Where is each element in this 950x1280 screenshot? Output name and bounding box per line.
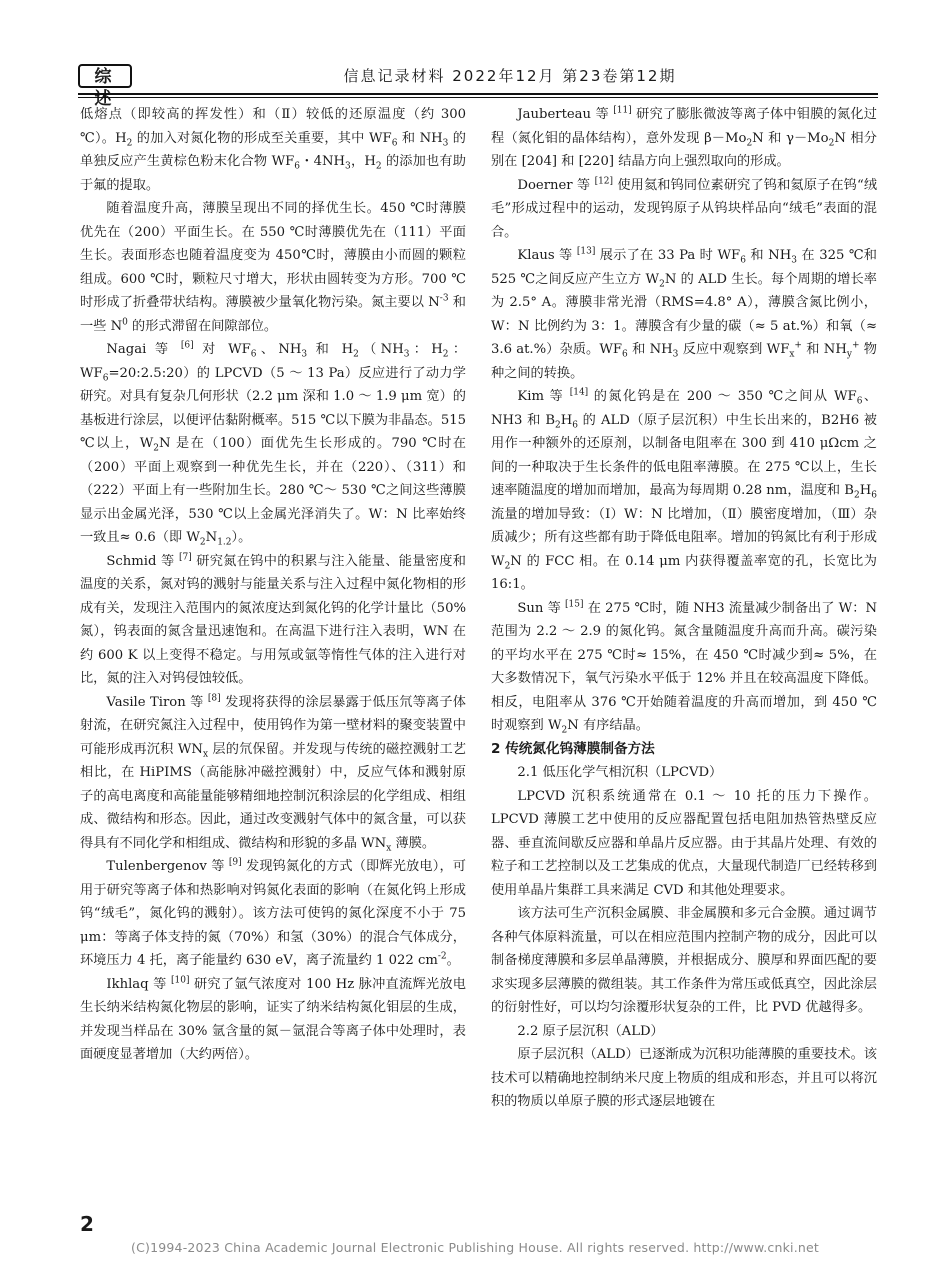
right-heading: 2.2 原子层沉积（ALD）	[517, 1023, 664, 1039]
right-paragraph: Kim 等 [14] 的氮化钨是在 200 ～ 350 ℃之间从 $WF_6$、NH3 和 $B_2H_6$ 的 ALD（原子层沉积）中生长出来的，B2H6 被用作一种额外的还原剂，以制备电阻率在 300 到 410 μΩcm 之间的一种取决于生长条件的低电阻率薄膜。在 275 ℃以上，生长速率随温度的增加而增加，最高为每周期 0.28 nm，温度和 $B_2H_6$ 流量的增加导致：（Ⅰ）W：N 比增加，（Ⅱ）膜密度增加，（Ⅲ）杂质减少；所有这些都有助于降低电阻率。增加的钨氮比有利于形成 $W_2N$ 的 FCC 相。在 0.14 μm 内获得覆盖率宽的孔，长宽比为 16:1。	[491, 387, 878, 592]
section-tag: 综 述	[78, 64, 132, 88]
right-paragraph: Jauberteau 等 [11] 研究了膨胀微波等离子体中钼膜的氮化过程（氮化钼的晶体结构），意外发现 $\beta-Mo_2N$ 和 $\gamma-Mo_2N$ 相分别在 [204] 和 [220] 结晶方向上强烈取向的形成。	[491, 105, 877, 169]
left-column	[80, 103, 466, 1067]
left-paragraph: Ikhlaq 等 [10] 研究了氩气浓度对 100 Hz 脉冲直流辉光放电生长纳米结构氮化物层的影响，证实了纳米结构氮化钼层的生成，并发现当样品在 30% 氩含量的氮－氩混合等离子体中处理时，表面硬度显著增加（大约两倍）。	[80, 975, 466, 1062]
running-header	[78, 64, 878, 109]
left-paragraph: Tulenbergenov 等 [9] 发现钨氮化的方式（即辉光放电），可用于研究等离子体和热影响对钨氮化表面的影响（在氮化钨上形成钨“绒毛”，氮化钨的溅射）。该方法可使钨的氮化深度不小于 75 μm：等离子体支持的氮（70%）和氢（30%）的混合气体成分，环境压力 4 托，离子能量约 630 eV，离子流量约 1 022 $cm^{-2}$。	[80, 857, 466, 968]
page-number: 2	[80, 1212, 94, 1236]
right-heading: 2 传统氮化钨薄膜制备方法	[491, 740, 655, 757]
right-paragraph: 该方法可生产沉积金属膜、非金属膜和多元合金膜。通过调节各种气体原料流量，可以在相应范围内控制产物的成分，因此可以制备梯度薄膜和多层单晶薄膜，并根据成分、膜厚和界面匹配的要求实现多层薄膜的微组装。其工作条件为常压或低真空，因此涂层的衍射性好，可以均匀涂覆形状复杂的工件，比 PVD 优越得多。	[491, 906, 877, 1015]
right-paragraph: Doerner 等 [12] 使用氦和钨同位素研究了钨和氦原子在钨“绒毛”形成过程中的运动，发现钨原子从钨块样品向“绒毛”表面的混合。	[491, 176, 878, 240]
copyright-footer: (C)1994-2023 China Academic Journal Electronic Publishing House. All rights reserved. http://www.cnki.net	[131, 1240, 819, 1255]
header-rule-thin	[78, 97, 878, 98]
left-paragraph: Vasile Tiron 等 [8] 发现将获得的涂层暴露于低压氘等离子体射流，在研究氮注入过程中，使用钨作为第一壁材料的聚变装置中可能形成再沉积 $WN_x$ 层的氘保留。并发现与传统的磁控溅射工艺相比，在 HiPIMS（高能脉冲磁控溅射）中，反应气体和溅射原子的高电离度和高能量能够精细地控制沉积涂层的化学组成、相组成、微结构和形态。因此，通过改变溅射气体中的氮含量，可以获得具有不同化学和相组成、微结构和形貌的多晶 $WN_x$ 薄膜。	[80, 693, 466, 854]
right-heading: 2.1 低压化学气相沉积（LPCVD）	[517, 765, 723, 780]
header-rule-thick	[78, 93, 878, 95]
left-paragraph: 低熔点（即较高的挥发性）和（Ⅱ）较低的还原温度（约 300 ℃）。$H_2$ 的加入对氮化物的形成至关重要，其中 $WF_6$ 和 $NH_3$ 的单独反应产生黄棕色粉末化合物 $WF_6$・$4NH_3$，$H_2$ 的添加也有助于氟的提取。	[80, 107, 466, 193]
right-paragraph: LPCVD 沉积系统通常在 0.1 ～ 10 托的压力下操作。LPCVD 薄膜工艺中使用的反应器配置包括电阻加热管热壁反应器、垂直流间歇反应器和单晶片反应器。由于其晶片处理、有效的粒子和工艺控制以及工艺集成的优点，大量现代制造厂已经转移到使用单晶片集群工具来满足 CVD 和其他处理要求。	[491, 788, 877, 898]
right-column	[491, 103, 877, 1114]
left-paragraph: 随着温度升高，薄膜呈现出不同的择优生长。450 ℃时薄膜优先在（200）平面生长。在 550 ℃时薄膜优先在（111）平面生长。表面形态也随着温度变为 450℃时，薄膜由小而圆的颗粒组成。600 ℃时，颗粒尺寸增大，形状由圆转变为方形。700 ℃时形成了折叠带状结构。薄膜被少量氧化物污染。氮主要以 $N^{-3}$ 和一些 $N^0$ 的形式滞留在间隙部位。	[80, 201, 466, 334]
left-paragraph: Nagai 等 [6] 对 $WF_6$、$NH_3$ 和 $H_2(NH_3$：$H_2$：$WF_6=20:2.5:20$）的 LPCVD（5 ～ 13 Pa）反应进行了动力学研究。对具有复杂几何形状（2.2 μm 深和 1.0 ～ 1.9 μm 宽）的基板进行涂层，以便评估黏附概率。515 ℃以下膜为非晶态。515 ℃以上，$W_2N$ 是在（100）面优先生长形成的。790 ℃时在（200）平面上观察到一种优先生长，并在（220）、（311）和（222）平面上有一些附加生长。280 ℃～ 530 ℃之间这些薄膜显示出金属光泽，530 ℃以上金属光泽消失了。W：N 比率始终一致且≈ 0.6（即 $W_2N_{1.2}$）。	[80, 340, 467, 548]
left-paragraph: Schmid 等 [7] 研究氮在钨中的积累与注入能量、能量密度和温度的关系，氮对钨的溅射与能量关系与注入过程中氮化物相的形成有关，发现注入范围内的氮浓度达到氮化钨的化学计量比（50% 氮），钨表面的氮含量迅速饱和。在高温下进行注入表明，WN 在约 600 K 以上变得不稳定。与用氖或氩等惰性气体的注入进行对比，氮的注入对钨侵蚀较低。	[80, 552, 466, 686]
right-paragraph: 原子层沉积（ALD）已逐渐成为沉积功能薄膜的重要技术。该技术可以精确地控制纳米尺度上物质的组成和形态，并且可以将沉积的物质以单原子膜的形式逐层地镀在	[491, 1047, 877, 1109]
right-paragraph: Klaus 等 [13] 展示了在 33 Pa 时 $WF_6$ 和 $NH_3$ 在 325 ℃和 525 ℃之间反应产生立方 $W_2N$ 的 ALD 生长。每个周期的增长率为 2.5° A。薄膜非常光滑（RMS=4.8° A），薄膜含氮比例小，W：N 比例约为 3：1。薄膜含有少量的碳（≈ 5 at.%）和氧（≈ 3.6 at.%）杂质。$WF_6$ 和 $NH_3$ 反应中观察到 $WF_x^+$ 和 $NH_y^+$ 物种之间的转换。	[491, 246, 877, 381]
right-paragraph: Sun 等 [15] 在 275 ℃时，随 NH3 流量减少制备出了 W：N 范围为 2.2 ～ 2.9 的氮化钨。氮含量随温度升高而升高。碳污染的平均水平在 275 ℃时≈ 15%，在 450 ℃时减少到≈ 5%，在大多数情况下，氧气污染水平低于 12% 并且在较高温度下降低。相反，电阻率从 376 ℃开始随着温度的升高而增加，到 450 ℃时观察到 $W_2N$ 有序结晶。	[491, 599, 877, 736]
journal-title: 信息记录材料 2022年12月 第23卷第12期	[343, 67, 677, 85]
